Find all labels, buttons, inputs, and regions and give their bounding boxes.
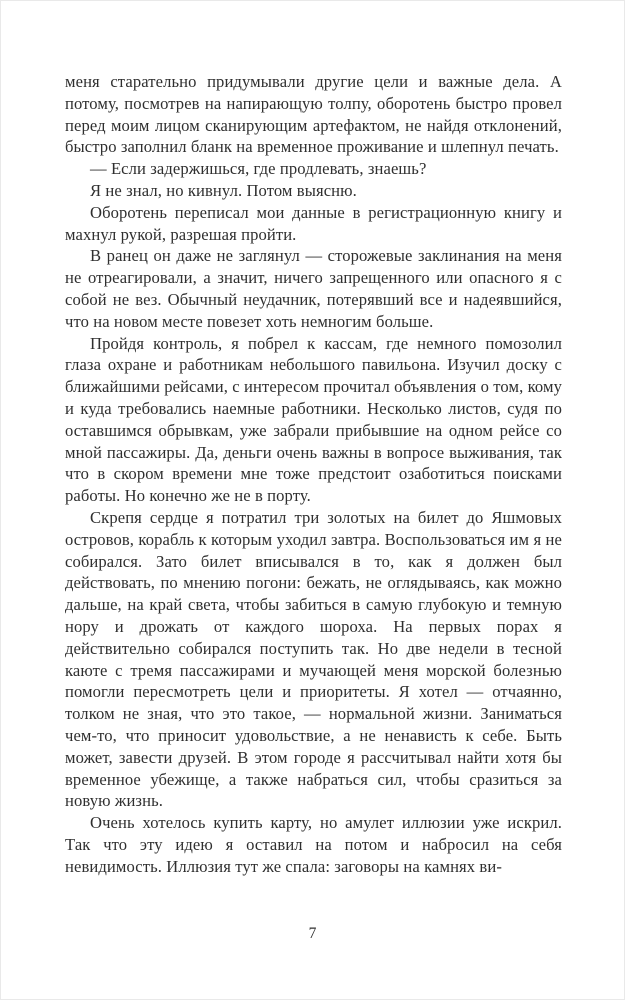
- paragraph: Я не знал, но кивнул. Потом выясню.: [90, 180, 357, 200]
- paragraph: Пройдя контроль, я побрел к кассам, где немного помозолил глаза охране и работникам небольшого павильона. Изучил доску с ближайшими рейсами, с интересом прочитал объявления о том, кому и куда требовались наемные работники. Несколько листов, судя по оставшимся обрывкам, уже забрали прибывшие на одном рейсе со мной пассажиры. Да, деньги очень важны в вопросе выживания, так что в скором времени мне тоже предстоит озаботиться поисками работы. Но конечно же не в порту.: [65, 333, 562, 506]
- paragraph: — Если задержишься, где продлевать, знаешь?: [90, 159, 427, 179]
- text-block: [65, 71, 562, 877]
- paragraph: Очень хотелось купить карту, но амулет иллюзии уже искрил. Так что эту идею я оставил на потом и набросил на себя невидимость. Иллюзия тут же спала: заговоры на камнях ви-: [65, 813, 562, 876]
- paragraph: меня старательно придумывали другие цели и важные дела. А потому, посмотрев на напирающую толпу, оборотень быстро провел перед моим лицом сканирующим артефактом, не найдя отклонений, быстро заполнил бланк на временное проживание и шлепнул печать.: [65, 72, 562, 157]
- paragraph: В ранец он даже не заглянул — сторожевые заклинания на меня не отреагировали, а значит, ничего запрещенного или опасного я с собой не вез. Обычный неудачник, потерявший все и надеявшийся, что на новом месте повезет хоть немногим больше.: [65, 246, 562, 331]
- paragraph: Скрепя сердце я потратил три золотых на билет до Яшмовых островов, корабль к которым уходил завтра. Воспользоваться им я не собирался. Зато билет вписывался в то, как я должен был действовать, по мнению погони: бежать, не оглядываясь, как можно дальше, на край света, чтобы забиться в самую глубокую и темную нору и дрожать от каждого шороха. На первых порах я действительно собирался поступить так. Но две недели в тесной каюте с тремя пассажирами и мучающей меня морской болезнью помогли пересмотреть цели и приоритеты. Я хотел — отчаянно, толком не зная, что это такое, — нормальной жизни. Заниматься чем-то, что приносит удовольствие, а не ненависть к себе. Быть может, завести друзей. В этом городе я рассчитывал найти хотя бы временное убежище, а также набраться сил, чтобы сразиться за новую жизнь.: [65, 507, 562, 811]
- paragraph: Оборотень переписал мои данные в регистрационную книгу и махнул рукой, разрешая пройти.: [65, 202, 562, 244]
- page-number: 7: [308, 925, 317, 942]
